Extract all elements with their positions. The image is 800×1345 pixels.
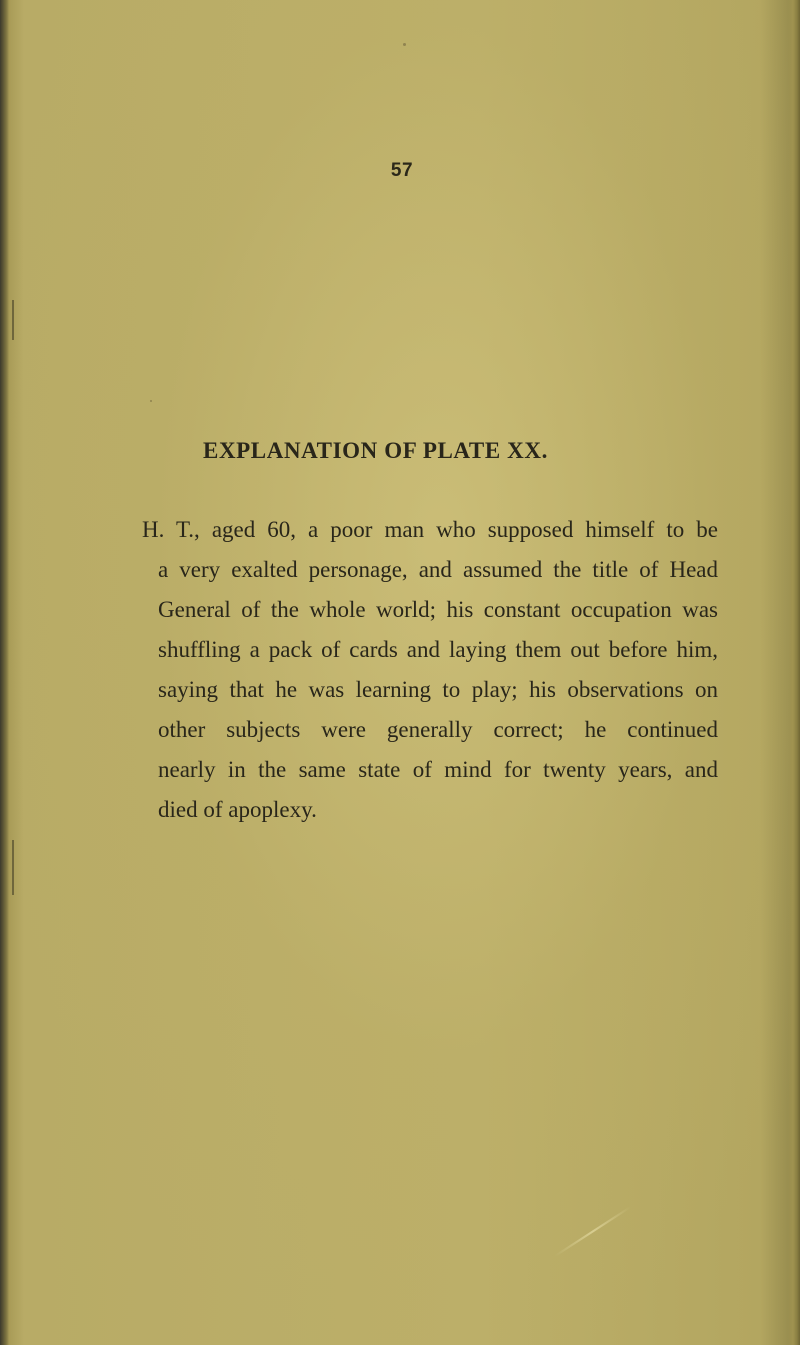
edge-crack — [12, 840, 14, 895]
body-paragraph — [142, 510, 718, 830]
paragraph-line: H. T., aged 60, a poor man who supposed himself to be — [142, 517, 718, 542]
paper-speck — [403, 43, 406, 46]
edge-crack — [12, 300, 14, 340]
paragraph-line: other subjects were generally correct; he continued — [158, 717, 718, 742]
page-right-edge — [788, 0, 800, 1345]
paragraph-line: saying that he was learning to play; his observations on — [158, 677, 718, 702]
paragraph-line: General of the whole world; his constant occupation was — [158, 597, 718, 622]
paragraph-line: nearly in the same state of mind for twenty years, and — [158, 757, 718, 782]
paragraph-line: a very exalted personage, and assumed the title of Head — [158, 557, 718, 582]
page-left-edge — [0, 0, 9, 1345]
paper-speck — [150, 400, 152, 402]
page-number: 57 — [390, 160, 414, 181]
page-title: EXPLANATION OF PLATE XX. — [203, 438, 548, 463]
paragraph-line: died of apoplexy. — [158, 797, 317, 822]
paragraph-line: shuffling a pack of cards and laying them out before him, — [158, 637, 718, 662]
paper-crease — [554, 1206, 631, 1257]
